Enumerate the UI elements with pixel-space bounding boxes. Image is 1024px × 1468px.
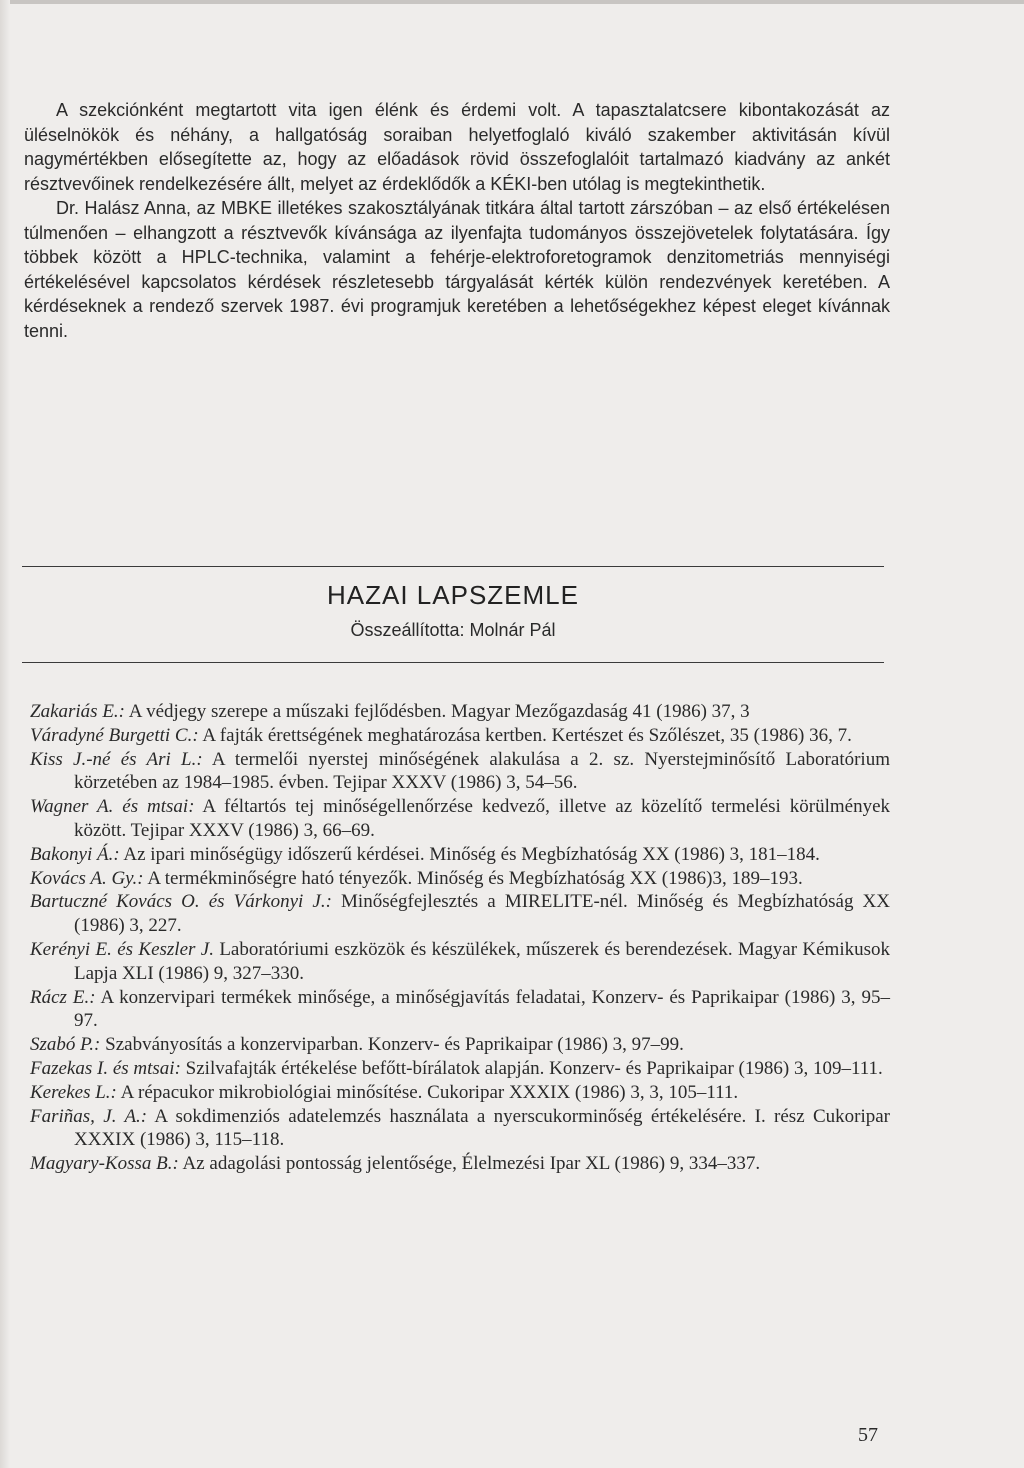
reference-author: Fariñas, J. A.: xyxy=(30,1105,148,1127)
reference-text: A konzervipari termékek minősége, a minőségjavítás feladatai, Konzerv- és Paprikaipar (1986) 3, 95–97. xyxy=(74,986,890,1032)
reference-item xyxy=(30,1081,890,1105)
reference-author: Bartuczné Kovács O. és Várkonyi J.: xyxy=(30,891,332,913)
intro-text xyxy=(24,98,890,343)
reference-text: Az ipari minőségügy időszerű kérdései. Minőség és Megbízhatóság XX (1986) 3, 181–184. xyxy=(119,843,820,865)
reference-author: Kovács A. Gy.: xyxy=(30,867,144,889)
reference-author: Magyary-Kossa B.: xyxy=(30,1153,179,1175)
reference-author: Váradyné Burgetti C.: xyxy=(30,724,199,746)
reference-item xyxy=(30,1152,890,1176)
page-top-edge xyxy=(0,0,1024,4)
reference-item xyxy=(30,938,890,986)
reference-list xyxy=(30,700,890,1176)
reference-text: Szabványosítás a konzerviparban. Konzerv- és Paprikaipar (1986) 3, 97–99. xyxy=(100,1034,684,1056)
reference-text: A fajták érettségének meghatározása kertben. Kertészet és Szőlészet, 35 (1986) 36, 7. xyxy=(198,724,852,746)
section-top-rule xyxy=(22,566,884,567)
reference-item xyxy=(30,795,890,843)
reference-item xyxy=(30,986,890,1034)
reference-author: Kiss J.-né és Ari L.: xyxy=(30,748,203,770)
reference-text: A sokdimenziós adatelemzés használata a nyerscukorminőség értékelésére. I. rész Cukoripar XXXIX (1986) 3, 115–118. xyxy=(74,1105,891,1151)
reference-author: Zakariás E.: xyxy=(30,701,125,722)
reference-item xyxy=(30,1033,890,1057)
intro-paragraph-2: Dr. Halász Anna, az MBKE illetékes szakosztályának titkára által tartott zárszóban – az első értékelésen túlmenően – elhangzott a résztvevők kívánsága az ilyenfajta tudományos összejövetelek folytatására. Így többek között a HPLC-technika, valamint a fehérje-elektroforetogramok denzitometriás mennyiségi értékelésével kapcsolatos kérdések részletesebb tárgyalását kérték külön rendezvények keretében. A kérdéseknek a rendező szervek 1987. évi programjuk keretében a lehetőségekhez képest eleget kívánnak tenni. xyxy=(24,198,890,341)
reference-text: A termékminőségre ható tényezők. Minőség és Megbízhatóság XX (1986)3, 189–193. xyxy=(143,867,803,889)
reference-text: A féltartós tej minőségellenőrzése kedvező, illetve az közelítő termelési körülmények között. Tejipar XXXV (1986) 3, 66–69. xyxy=(74,796,891,841)
reference-text: A termelői nyerstej minőségének alakulása a 2. sz. Nyerstejminősítő Laboratórium körzetében az 1984–1985. évben. Tejipar XXXV (1986) 3, 54–56. xyxy=(74,748,890,794)
reference-text: Minőségfejlesztés a MIRELITE-nél. Minőség és Megbízhatóság XX (1986) 3, 227. xyxy=(74,891,890,937)
reference-text: A védjegy szerepe a műszaki fejlődésben. Magyar Mezőgazdaság 41 (1986) 37, 3 xyxy=(125,701,750,722)
reference-item xyxy=(30,867,890,891)
section-title: HAZAI LAPSZEMLE xyxy=(327,580,579,610)
reference-author: Rácz E.: xyxy=(30,986,96,1008)
section-bottom-rule xyxy=(22,662,884,663)
section-subtitle: Összeállította: Molnár Pál xyxy=(350,620,556,640)
reference-author: Fazekas I. és mtsai: xyxy=(30,1057,181,1079)
reference-item xyxy=(30,700,890,724)
reference-text: Laboratóriumi eszközök és készülékek, műszerek és berendezések. Magyar Kémikusok Lapja XLI (1986) 9, 327–330. xyxy=(74,938,890,984)
reference-item xyxy=(30,748,890,796)
reference-item xyxy=(30,1057,890,1081)
reference-item xyxy=(30,890,890,938)
reference-author: Szabó P.: xyxy=(30,1034,101,1056)
reference-author: Kerényi E. és Keszler J. xyxy=(30,938,214,960)
reference-item xyxy=(30,1105,890,1153)
page-left-edge xyxy=(0,0,10,1468)
reference-text: A répacukor mikrobiológiai minősítése. Cukoripar XXXIX (1986) 3, 3, 105–111. xyxy=(116,1081,739,1103)
reference-item xyxy=(30,843,890,867)
reference-text: Az adagolási pontosság jelentősége, Élelmezési Ipar XL (1986) 9, 334–337. xyxy=(178,1153,761,1175)
reference-author: Wagner A. és mtsai: xyxy=(30,796,195,818)
intro-paragraph-1: A szekciónként megtartott vita igen élénk és érdemi volt. A tapasztalatcsere kibontakozását az üléselnökök és néhány, a hallgatóság soraiban helyetfoglaló kiváló szakember aktivitásán kívül nagymértékben elősegítette az, hogy az előadások rövid összefoglalóit tartalmazó kiadvány az ankét résztvevőinek rendelkezésére állt, melyet az érdeklődők a KÉKI-ben utólag is megtekinthetik. xyxy=(24,100,890,194)
reference-text: Szilvafajták értékelése befőtt-bírálatok alapján. Konzerv- és Paprikaipar (1986) 3, 109–111. xyxy=(180,1057,883,1079)
reference-item xyxy=(30,724,890,748)
reference-author: Kerekes L.: xyxy=(30,1081,117,1103)
page-number: 57 xyxy=(858,1424,878,1446)
reference-author: Bakonyi Á.: xyxy=(30,843,120,865)
